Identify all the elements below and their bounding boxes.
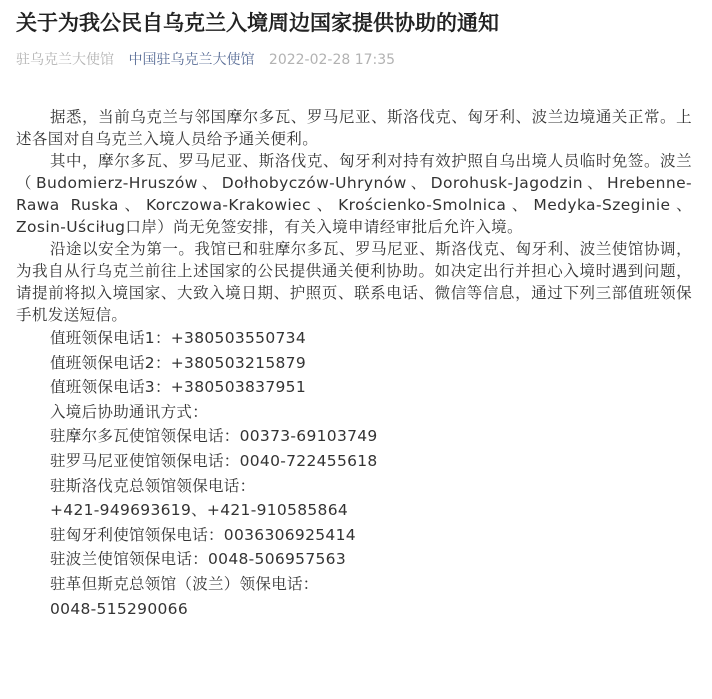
duty-phone-3: 值班领保电话3：+380503837951 xyxy=(50,378,306,397)
contact-slovakia-label: 驻斯洛伐克总领馆领保电话： xyxy=(50,476,256,495)
paragraph-assistance: 沿途以安全为第一。我馆已和驻摩尔多瓦、罗马尼亚、斯洛伐克、匈牙利、波兰使馆协调，为我自从行乌克兰前往上述国家的公民提供通关便利协助。如决定出行并担心入境时遇到问题，请提前将拟入境国家、大致入境日期、护照页、联系电话、微信等信息，通过下列三部值班领保手机发送短信。 xyxy=(16,240,692,324)
paragraph-visa-policy: 其中，摩尔多瓦、罗马尼亚、斯洛伐克、匈牙利对持有效护照自乌出境人员临时免签。波兰（Budomierz-Hruszów、Dołhobyczów-Uhrynów、Dorohusk-Jagodzin、Hrebenne-Rawa Ruska、Korczowa-Krakowiec、Krościenko-Smolnica、Medyka-Szeginie、Zosin-Uściług口岸）尚无免签安排，有关入境申请经审批后允许入境。 xyxy=(16,152,692,236)
contact-gdansk-number: 0048-515290066 xyxy=(50,599,188,618)
contact-slovakia-numbers: +421-949693619、+421-910585864 xyxy=(50,501,349,520)
contact-gdansk-label: 驻革但斯克总领馆（波兰）领保电话： xyxy=(50,574,319,593)
contact-poland: 驻波兰使馆领保电话：0048-506957563 xyxy=(50,550,346,569)
duty-phone-2: 值班领保电话2：+380503215879 xyxy=(50,353,306,372)
article-title: 关于为我公民自乌克兰入境周边国家提供协助的通知 xyxy=(16,11,499,35)
duty-phone-1: 值班领保电话1：+380503550734 xyxy=(50,329,306,347)
paragraph-border-status: 据悉，当前乌克兰与邻国摩尔多瓦、罗马尼亚、斯洛伐克、匈牙利、波兰边境通关正常。上述各国对自乌克兰入境人员给予通关便利。 xyxy=(16,108,692,148)
article-body xyxy=(16,106,692,621)
contact-hungary: 驻匈牙利使馆领保电话：0036306925414 xyxy=(50,525,356,544)
publish-time: 2022-02-28 17:35 xyxy=(268,52,396,68)
account-name-link[interactable]: 中国驻乌克兰大使馆 xyxy=(128,52,255,68)
contact-heading: 入境后协助通讯方式： xyxy=(50,402,209,421)
article-meta xyxy=(16,50,405,70)
contact-moldova: 驻摩尔多瓦使馆领保电话：00373-69103749 xyxy=(50,427,378,446)
contact-romania: 驻罗马尼亚使馆领保电话：0040-722455618 xyxy=(50,451,378,470)
article-author: 驻乌克兰大使馆 xyxy=(16,52,114,68)
